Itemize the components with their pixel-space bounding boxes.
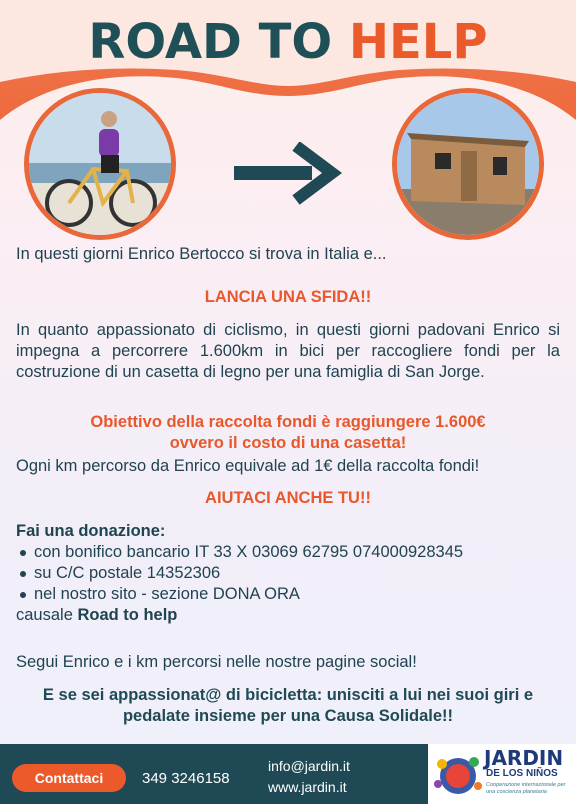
logo-tagline: Cooperazione internazionale per una coscienza planetaria xyxy=(486,782,566,795)
phone-number[interactable]: 349 3246158 xyxy=(142,770,230,787)
goal-line-2: ovvero il costo di una casetta! xyxy=(169,434,407,452)
jardin-logo[interactable] xyxy=(428,744,576,804)
wooden-cabin-photo xyxy=(392,88,544,240)
causale-label: causale xyxy=(16,606,78,624)
causale-line xyxy=(16,605,560,626)
km-equivalence-text: Ogni km percorso da Enrico equivale ad 1€ della raccolta fondi! xyxy=(16,457,480,475)
cyclist-photo xyxy=(24,88,176,240)
help-heading: AIUTACI ANCHE TU!! xyxy=(205,489,371,507)
donation-list xyxy=(16,542,560,605)
website-link[interactable]: www.jardin.it xyxy=(268,779,347,795)
description-text: In quanto appassionato di ciclismo, in questi giorni padovani Enrico si impegna a percorrere 1.600km in bici per raccogliere fondi per la costruzione di un casetta di legno per una famiglia di San Jorge. xyxy=(16,321,560,381)
email-link[interactable]: info@jardin.it xyxy=(268,758,350,774)
challenge-heading: LANCIA UNA SFIDA!! xyxy=(204,288,372,306)
logo-subtitle: DE LOS NIÑOS xyxy=(486,768,558,779)
causale-value: Road to help xyxy=(77,606,178,624)
page-title: ROAD TO HELP xyxy=(88,14,488,70)
closing-line-2: pedalate insieme per una Causa Solidale!! xyxy=(122,707,454,725)
closing-line-1: E se sei appassionat@ di bicicletta: unisciti a lui nei suoi giri e xyxy=(42,686,534,704)
donation-item-website: nel nostro sito - sezione DONA ORA xyxy=(16,584,560,605)
intro-text: In questi giorni Enrico Bertocco si trova in Italia e... xyxy=(16,245,387,263)
donation-section xyxy=(16,521,560,626)
donation-item-postal: su C/C postale 14352306 xyxy=(16,563,560,584)
social-text: Segui Enrico e i km percorsi nelle nostre pagine social! xyxy=(16,653,417,671)
logo-title: JARDIN xyxy=(484,746,564,770)
donation-heading: Fai una donazione: xyxy=(16,522,166,540)
footer-bar xyxy=(0,744,576,804)
logo-globe-icon xyxy=(430,744,486,804)
right-arrow-icon xyxy=(234,142,342,211)
donation-item-bank: con bonifico bancario IT 33 X 03069 62795 074000928345 xyxy=(16,542,560,563)
contact-button[interactable]: Contattaci xyxy=(12,764,126,792)
goal-line-1: Obiettivo della raccolta fondi è raggiungere 1.600€ xyxy=(90,413,486,431)
